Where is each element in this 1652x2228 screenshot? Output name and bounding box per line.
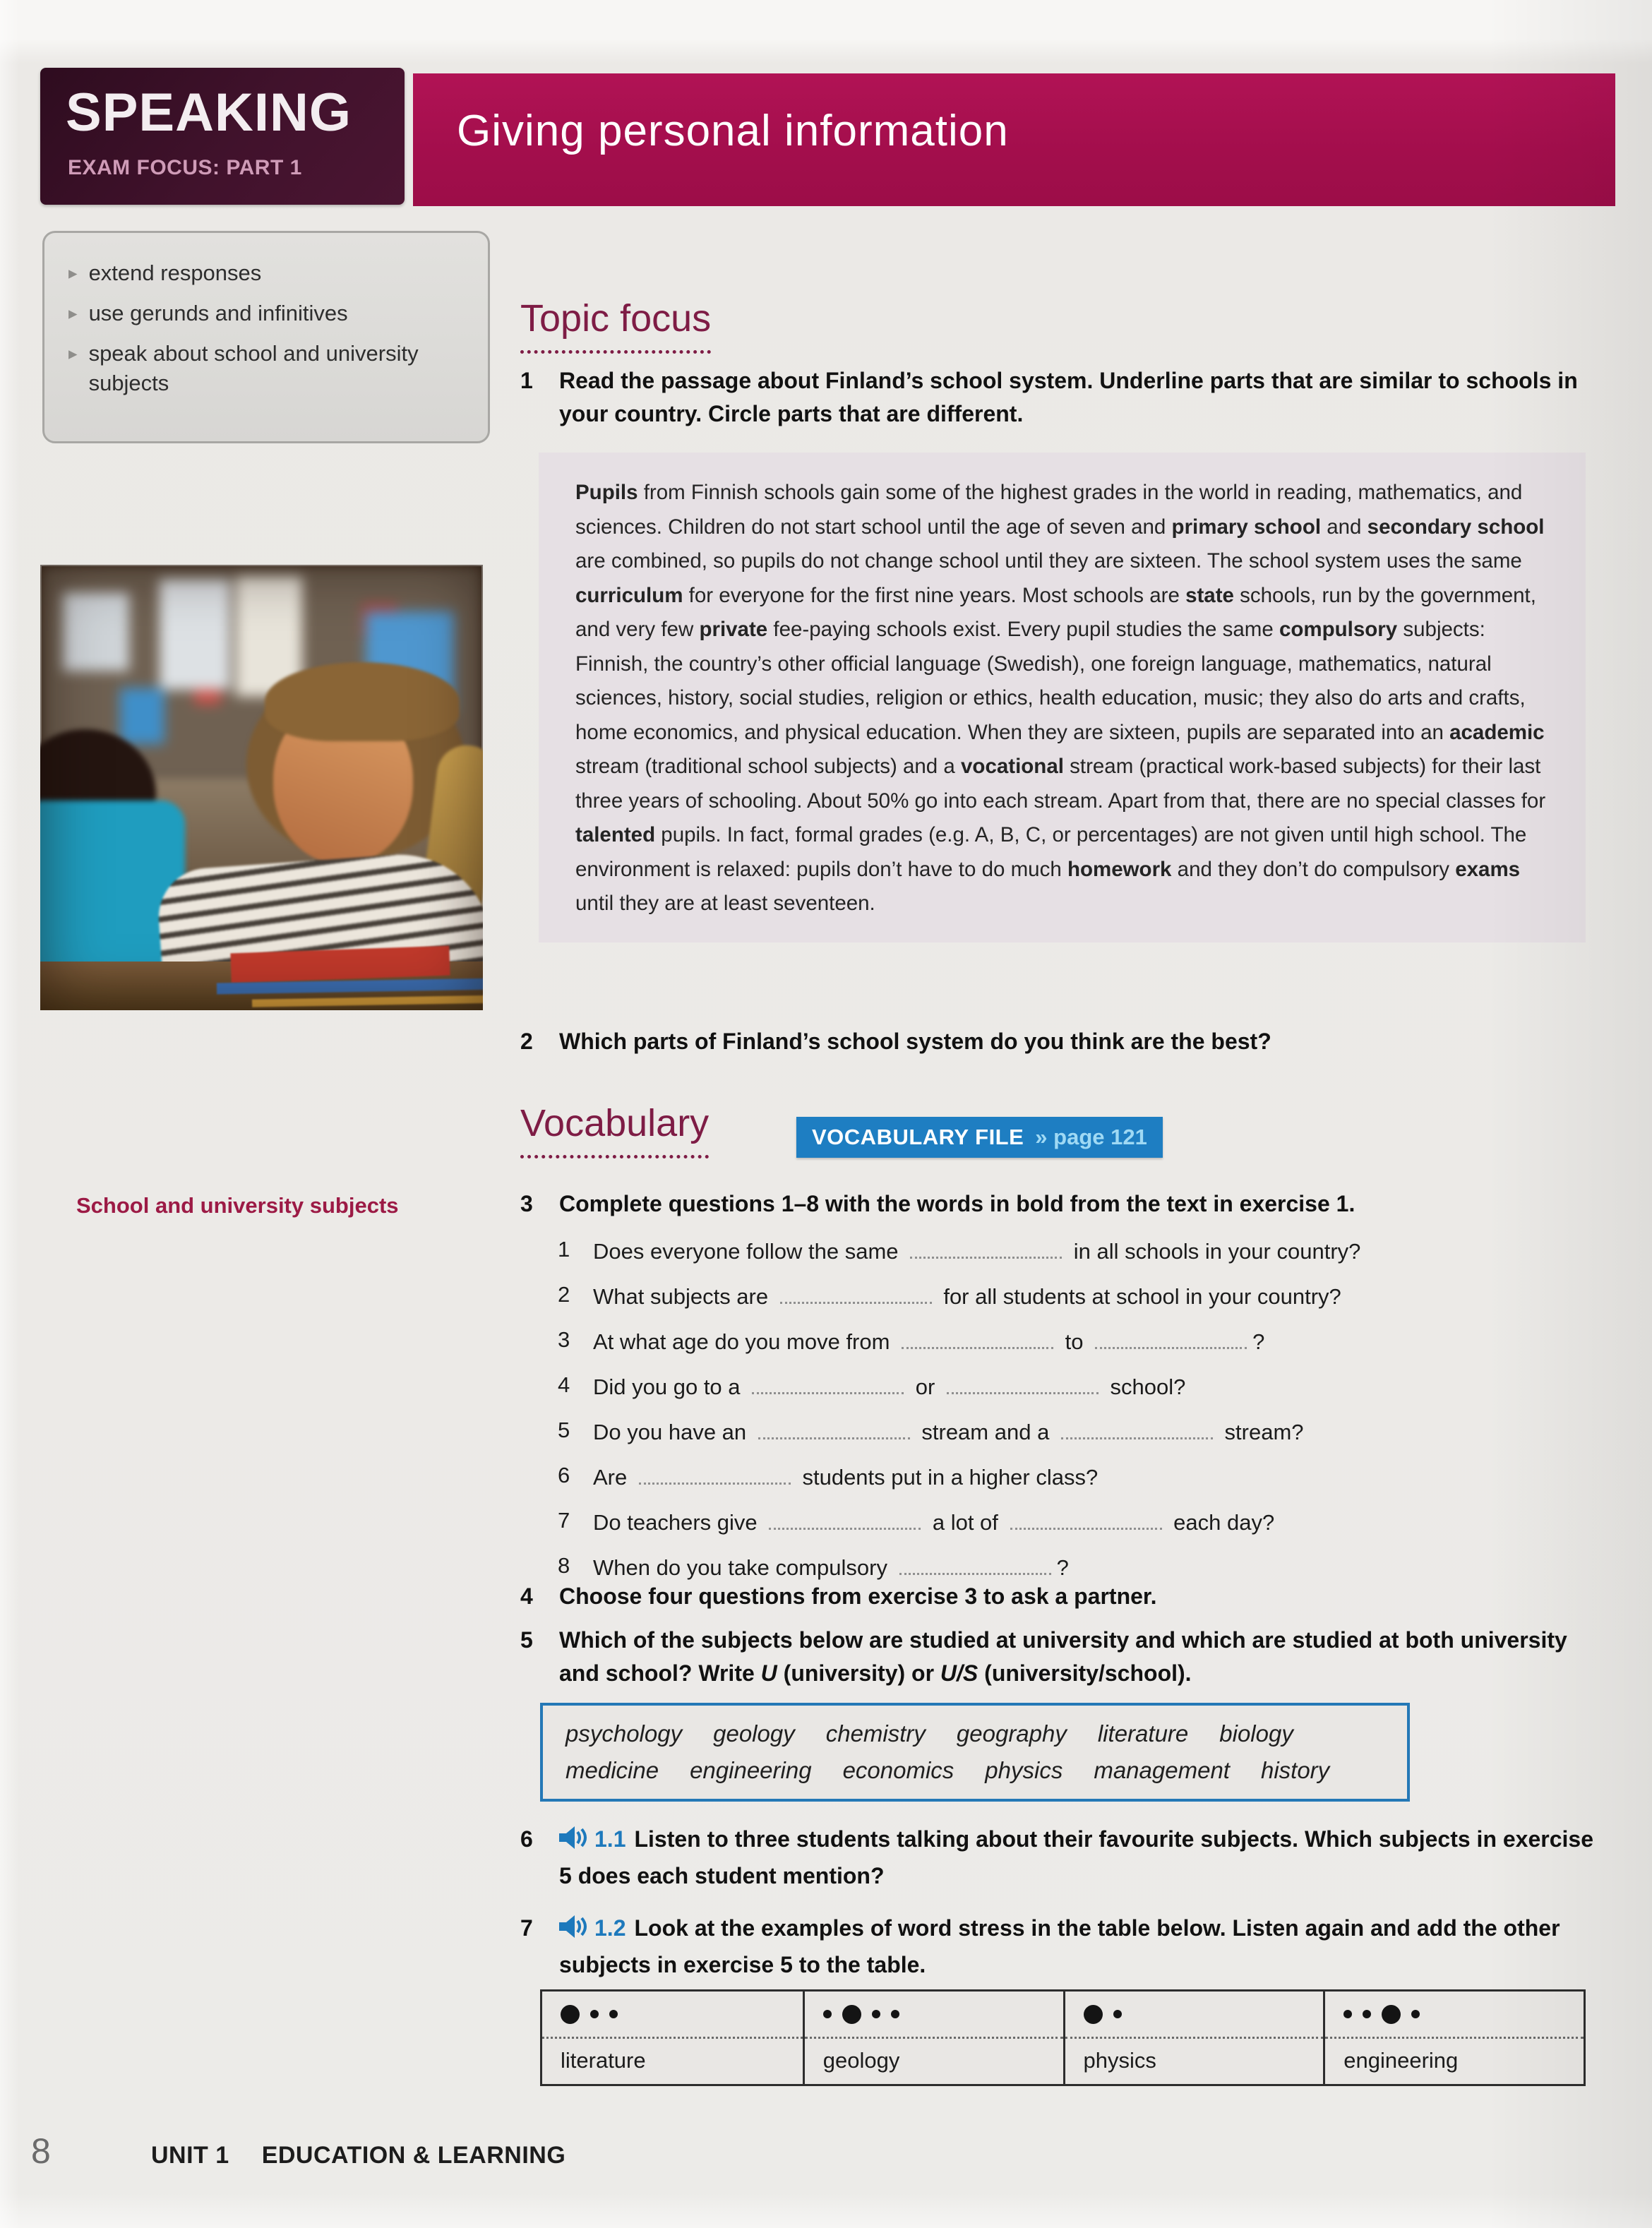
exercise-number: 7 bbox=[520, 1915, 533, 1941]
unstressed-syllable-dot bbox=[1343, 2010, 1352, 2018]
text-segment: secondary school bbox=[1367, 515, 1545, 539]
exercise-number: 6 bbox=[520, 1826, 533, 1852]
text-segment: students put in a higher class? bbox=[796, 1465, 1099, 1490]
subject-word: history bbox=[1260, 1757, 1330, 1783]
question-text bbox=[593, 1460, 1098, 1493]
answer-blank bbox=[639, 1460, 791, 1485]
text-segment: Do you have an bbox=[593, 1420, 753, 1444]
stress-example-word: physics bbox=[1083, 2048, 1156, 2073]
stressed-syllable-dot bbox=[1084, 2005, 1103, 2024]
question-row bbox=[558, 1370, 1574, 1403]
stress-pattern bbox=[542, 1992, 803, 2039]
text-segment: compulsory bbox=[1279, 618, 1398, 641]
exercise-text: Which parts of Finland’s school system do you think are the best? bbox=[559, 1029, 1271, 1054]
question-number: 7 bbox=[558, 1508, 570, 1533]
stress-column bbox=[1063, 1992, 1324, 2084]
exercise-5 bbox=[520, 1624, 1593, 1690]
finland-passage bbox=[539, 453, 1586, 942]
text-segment: (university/school). bbox=[978, 1660, 1192, 1686]
question-text bbox=[593, 1324, 1264, 1358]
text-segment: Are bbox=[593, 1465, 633, 1490]
text-segment: ? bbox=[1056, 1555, 1069, 1580]
objective-item bbox=[68, 339, 469, 398]
subject-word: geology bbox=[713, 1720, 795, 1747]
margin-topic-label: School and university subjects bbox=[76, 1193, 399, 1218]
text-segment: stream (traditional school subjects) and a bbox=[575, 755, 962, 778]
question-row bbox=[558, 1505, 1574, 1538]
objective-text: speak about school and university subjects bbox=[88, 341, 419, 395]
audio-track-number: 1.1 bbox=[594, 1826, 626, 1852]
question-text bbox=[593, 1279, 1341, 1312]
objective-item bbox=[68, 258, 469, 288]
unstressed-syllable-dot bbox=[590, 2010, 599, 2018]
question-number: 6 bbox=[558, 1463, 570, 1487]
answer-blank bbox=[947, 1370, 1099, 1394]
text-segment: stream and a bbox=[915, 1420, 1055, 1444]
text-segment: until they are at least seventeen. bbox=[575, 892, 875, 915]
text-segment: a lot of bbox=[926, 1510, 1005, 1535]
question-number: 4 bbox=[558, 1372, 570, 1397]
text-segment: (university) or bbox=[777, 1660, 940, 1686]
triangle-bullet-icon: ▸ bbox=[68, 344, 78, 364]
footer-unit-title: EDUCATION & LEARNING bbox=[261, 2142, 566, 2169]
exercise-6 bbox=[520, 1823, 1600, 1893]
exercise-text-body: Look at the examples of word stress in the table below. Listen again and add the other subjects in exercise 5 to the table. bbox=[559, 1915, 1560, 1977]
subject-word: economics bbox=[842, 1757, 954, 1783]
question-text bbox=[593, 1234, 1360, 1267]
text-segment: academic bbox=[1449, 720, 1545, 744]
text-segment: What subjects are bbox=[593, 1284, 774, 1309]
triangle-bullet-icon: ▸ bbox=[68, 304, 78, 323]
text-segment: in all schools in your country? bbox=[1067, 1239, 1361, 1264]
stress-column bbox=[542, 1992, 803, 2084]
text-segment: talented bbox=[575, 823, 656, 846]
question-number: 3 bbox=[558, 1327, 570, 1352]
classroom-photo bbox=[40, 565, 483, 1010]
subject-word: biology bbox=[1219, 1720, 1293, 1747]
text-segment: U/S bbox=[940, 1660, 978, 1686]
stress-column bbox=[1323, 1992, 1584, 2084]
question-text bbox=[593, 1550, 1069, 1583]
exercise-text ex5-text bbox=[559, 1624, 1593, 1690]
lesson-title: Giving personal information bbox=[457, 107, 1009, 155]
answer-blank bbox=[1010, 1505, 1162, 1530]
audio-track-number: 1.2 bbox=[594, 1915, 626, 1941]
stressed-syllable-dot bbox=[1382, 2005, 1401, 2024]
text-segment: school? bbox=[1103, 1374, 1186, 1399]
exercise-2 bbox=[520, 1025, 1585, 1058]
text-segment: curriculum bbox=[575, 583, 683, 607]
answer-blank bbox=[758, 1415, 910, 1439]
subject-word: geography bbox=[956, 1720, 1067, 1747]
answer-blank bbox=[1095, 1324, 1247, 1349]
text-segment: ? bbox=[1252, 1329, 1265, 1354]
text-segment: for all students at school in your country? bbox=[937, 1284, 1341, 1309]
stress-pattern bbox=[805, 1992, 1063, 2039]
question-text bbox=[593, 1370, 1185, 1403]
answer-blank bbox=[902, 1324, 1053, 1349]
exercise-text bbox=[559, 1823, 1600, 1893]
text-segment: Which of the subjects below are studied at university and which are studied at both university and school? Write bbox=[559, 1627, 1567, 1686]
unstressed-syllable-dot bbox=[1411, 2010, 1420, 2018]
stress-example-word: geology bbox=[822, 2048, 900, 2073]
answer-blank bbox=[769, 1505, 921, 1530]
question-text bbox=[593, 1505, 1274, 1538]
word-box-row bbox=[565, 1715, 1400, 1752]
question-number: 2 bbox=[558, 1282, 570, 1307]
text-segment: homework bbox=[1067, 857, 1172, 881]
text-segment: to bbox=[1059, 1329, 1090, 1354]
exercise-text bbox=[559, 1912, 1600, 1982]
subject-word: literature bbox=[1097, 1720, 1189, 1747]
exercise-1 bbox=[520, 364, 1585, 431]
exercise-text: Complete questions 1–8 with the words in bold from the text in exercise 1. bbox=[559, 1191, 1355, 1216]
exercise-7 bbox=[520, 1912, 1600, 1982]
text-segment: schools, run by the government, and very few bbox=[575, 583, 1536, 641]
exercise-number: 2 bbox=[520, 1029, 533, 1054]
exam-focus-label: EXAM FOCUS: PART 1 bbox=[68, 156, 302, 179]
subject-word: chemistry bbox=[825, 1720, 926, 1747]
unstressed-syllable-dot bbox=[1363, 2010, 1371, 2018]
objective-item bbox=[68, 299, 469, 328]
exercise-text: Read the passage about Finland’s school system. Underline parts that are similar to schools in your country. Circle parts that are different. bbox=[559, 368, 1578, 426]
ex3-questions bbox=[558, 1234, 1574, 1583]
vocabulary-file-label: VOCABULARY FILE bbox=[812, 1125, 1024, 1149]
text-segment: primary school bbox=[1171, 515, 1322, 539]
text-segment: for everyone for the first nine years. Most schools are bbox=[683, 583, 1186, 607]
exercise-number: 1 bbox=[520, 368, 533, 393]
question-row bbox=[558, 1550, 1574, 1583]
text-segment: Does everyone follow the same bbox=[593, 1239, 905, 1264]
unstressed-syllable-dot bbox=[872, 2010, 880, 2018]
text-segment: fee-paying schools exist. Every pupil studies the same bbox=[767, 618, 1279, 641]
text-segment: subjects: Finnish, the country’s other official language (Swedish), one foreign language, mathematics, natural sciences, history, social studies, religion or ethics, health education, music; they also do arts and crafts, home economics, and physical education. When they are sixteen, pupils are separated into an bbox=[575, 618, 1526, 744]
speaker-icon bbox=[559, 1825, 589, 1859]
question-row bbox=[558, 1279, 1574, 1312]
exercise-text: Choose four questions from exercise 3 to ask a partner. bbox=[559, 1583, 1157, 1609]
text-segment: vocational bbox=[961, 755, 1064, 778]
text-segment: state bbox=[1185, 583, 1234, 607]
word-box-row bbox=[565, 1752, 1400, 1789]
answer-blank bbox=[910, 1234, 1062, 1259]
stress-pattern bbox=[1065, 1992, 1324, 2039]
text-segment: and bbox=[1321, 515, 1367, 539]
question-number: 5 bbox=[558, 1418, 570, 1442]
question-row bbox=[558, 1415, 1574, 1448]
speaker-icon bbox=[559, 1914, 589, 1948]
question-row bbox=[558, 1324, 1574, 1358]
text-segment: each day? bbox=[1167, 1510, 1275, 1535]
text-segment: stream? bbox=[1218, 1420, 1304, 1444]
answer-blank bbox=[752, 1370, 904, 1394]
exercise-number: 4 bbox=[520, 1583, 533, 1609]
stressed-syllable-dot bbox=[561, 2005, 580, 2024]
text-segment: When do you take compulsory bbox=[593, 1555, 894, 1580]
triangle-bullet-icon: ▸ bbox=[68, 263, 78, 283]
stress-column bbox=[803, 1992, 1063, 2084]
lesson-banner bbox=[413, 73, 1615, 206]
stress-pattern bbox=[1325, 1992, 1584, 2039]
word-stress-table bbox=[540, 1989, 1586, 2086]
stress-example-word: literature bbox=[561, 2048, 646, 2073]
subject-word: physics bbox=[985, 1757, 1063, 1783]
photo-vignette bbox=[40, 565, 483, 1010]
speaking-header-box bbox=[40, 68, 405, 205]
vocabulary-file-badge bbox=[796, 1117, 1163, 1158]
unstressed-syllable-dot bbox=[1113, 2010, 1122, 2018]
answer-blank bbox=[899, 1550, 1051, 1575]
answer-blank bbox=[780, 1279, 932, 1304]
subject-word: engineering bbox=[690, 1757, 812, 1783]
footer bbox=[151, 2142, 565, 2169]
question-row bbox=[558, 1234, 1574, 1267]
subject-word: psychology bbox=[565, 1720, 683, 1747]
objectives-box bbox=[42, 231, 490, 443]
text-segment: from Finnish schools gain some of the highest grades in the world in reading, mathematics, and sciences. Children do not start school until the age of seven and bbox=[575, 481, 1523, 539]
text-segment: Did you go to a bbox=[593, 1374, 747, 1399]
exercise-number: 5 bbox=[520, 1627, 533, 1653]
exercise-text-body: Listen to three students talking about their favourite subjects. Which subjects in exercise 5 does each student mention? bbox=[559, 1826, 1593, 1888]
text-segment: pupils. In fact, formal grades (e.g. A, B, C, or percentages) are not given until high school. The environment is relaxed: pupils don’t have to do much bbox=[575, 823, 1527, 881]
answer-blank bbox=[1061, 1415, 1213, 1439]
text-segment: Do teachers give bbox=[593, 1510, 764, 1535]
exercise-number: 3 bbox=[520, 1191, 533, 1216]
subjects-word-box bbox=[540, 1703, 1410, 1802]
text-segment: or bbox=[909, 1374, 941, 1399]
text-segment: exams bbox=[1455, 857, 1521, 881]
objectives-list bbox=[68, 258, 469, 398]
text-segment: and they don’t do compulsory bbox=[1171, 857, 1456, 881]
question-number: 1 bbox=[558, 1237, 570, 1262]
exercise-3 bbox=[520, 1187, 1585, 1221]
vocabulary-heading: Vocabulary bbox=[520, 1101, 709, 1158]
subject-word: management bbox=[1094, 1757, 1230, 1783]
question-text bbox=[593, 1415, 1304, 1448]
text-segment: are combined, so pupils do not change school until they are sixteen. The school system uses the same bbox=[575, 549, 1522, 573]
text-segment: stream (practical work-based subjects) for their last three years of schooling. About 50% go into each stream. Apart from that, there are no special classes for bbox=[575, 755, 1546, 813]
text-segment: At what age do you move from bbox=[593, 1329, 897, 1354]
question-row bbox=[558, 1460, 1574, 1493]
exercise-4 bbox=[520, 1580, 1585, 1613]
stressed-syllable-dot bbox=[842, 2005, 861, 2024]
vocabulary-file-page-link: » page 121 bbox=[1035, 1125, 1147, 1149]
stress-example-word: engineering bbox=[1343, 2048, 1459, 2073]
footer-unit: UNIT 1 bbox=[151, 2142, 229, 2169]
objective-text: use gerunds and infinitives bbox=[88, 301, 348, 325]
subject-word: medicine bbox=[565, 1757, 659, 1783]
text-segment: Pupils bbox=[575, 481, 638, 504]
question-number: 8 bbox=[558, 1553, 570, 1578]
unstressed-syllable-dot bbox=[891, 2010, 899, 2018]
text-segment: private bbox=[699, 618, 768, 641]
objective-text: extend responses bbox=[88, 260, 262, 285]
text-segment: U bbox=[760, 1660, 777, 1686]
unstressed-syllable-dot bbox=[823, 2010, 832, 2018]
unstressed-syllable-dot bbox=[609, 2010, 618, 2018]
page-number: 8 bbox=[31, 2131, 51, 2171]
section-title: SPEAKING bbox=[66, 83, 352, 143]
topic-focus-heading: Topic focus bbox=[520, 297, 711, 354]
